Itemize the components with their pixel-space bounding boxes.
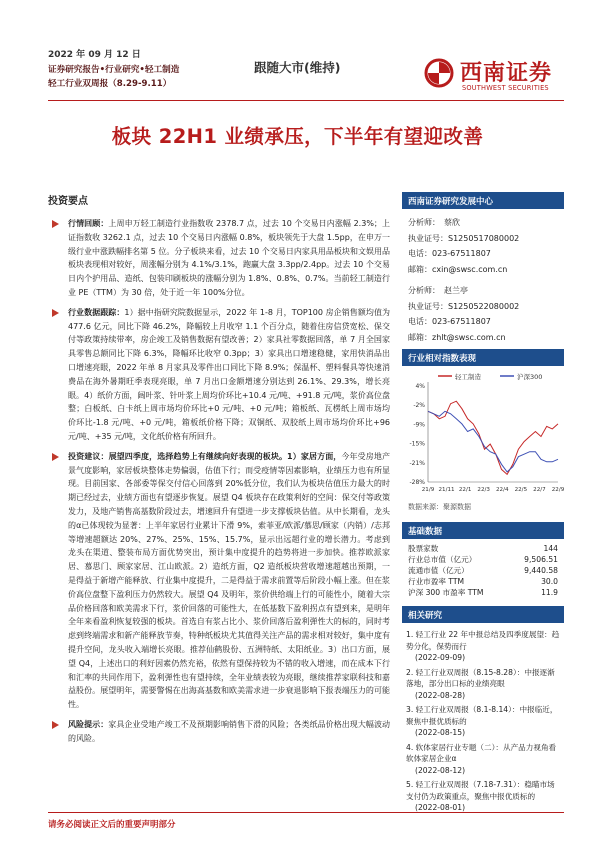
analyst-email-row — [408, 262, 558, 278]
basic-data-label: 沪深 300 市盈率 TTM — [408, 588, 484, 597]
analyst-email[interactable]: zhlt@swsc.com.cn — [432, 332, 506, 342]
bullet-triangle-icon — [52, 453, 59, 461]
basic-data-value: 11.9 — [541, 588, 558, 597]
y-tick-label: -15% — [409, 440, 425, 448]
basic-data-label: 行业总市值（亿元） — [408, 555, 477, 564]
related-date: (2022-09-09) — [415, 653, 466, 662]
related-title: 2. 轻工行业双周报（8.15-8.28）：中报逐渐落地，部分出口标的业绩亮眼 — [406, 667, 555, 688]
analyst-cert: S1250517080002 — [448, 233, 520, 243]
basic-data-table — [402, 539, 564, 598]
basic-data-row — [408, 565, 558, 576]
report-series: 轻工行业双周报（8.29-9.11） — [48, 79, 172, 89]
related-research-list — [402, 623, 564, 814]
cert-label: 执业证号： — [408, 233, 448, 243]
analyst-phone-row — [408, 314, 558, 330]
footer-divider — [48, 812, 564, 813]
chart-source: 数据来源：聚源数据 — [408, 503, 471, 511]
x-tick-label: 22/1 — [458, 487, 472, 493]
paragraph-text: 1）据中指研究院数据显示，2022 年 1-8 月，TOP100 房企销售额均值为 477.6 亿元，同比下降 46.2%，降幅较上月收窄 1.1 个百分点，随着住房信贷宽松、保交付等政策持续带率，房企竣工及销售数据有望改善；2）家具社零数据回落，单 7 月全国家具零售总额同比下降 6.3%，降幅环比收窄 0.3pp；3）家具出口增速稳健，家用快消品出口增速亮眼，2022 年单 8 月家具及零件出口同比下降 8.9%；保温杯、塑料餐具等快速消费品在海外暑期旺季表现亮眼，单 7 月出口金额增速分别达到 26.1%、29.3%，增长亮眼。4）纸价方面，阔叶浆、针叶浆上周均价环比+10.4 元/吨、+91.8 元/吨，浆价高位盘整；白板纸、白卡纸上周市场均价环比+0 元/吨、+0 元/吨；箱板纸、瓦楞纸上周市场均价环比-1.8 元/吨、+0 元/吨，箱板纸价格下降；双铜纸、双胶纸上周市场均价环比+96 元/吨、+35 元/吨，文化纸价格有所回升。 — [68, 307, 390, 441]
analyst-label: 分析师： — [408, 218, 440, 227]
paragraph-text: 上周申万轻工制造行业指数收 2378.7 点，过去 10 个交易日内涨幅 2.3%；上证指数收 3262.1 点，过去 10 个交易日内涨幅 0.8%，板块领先于大盘 1.5pp，在申万一级行业中涨跌幅排名第 5 位。分子板块来看，过去 10 个交易日内家具用品板块和文娱用品板块表现相对较好，周涨幅分别为 4.1%/3.1%，跑赢大盘 3.3pp/2.4pp。过去 10 个交易日内个护用品、造纸、包装印刷板块的涨幅分别为 1.8%、0.8%、0.7%。当前轻工制造行业 PE（TTM）为 30 倍，处于近一年 100%分位。 — [68, 219, 390, 297]
related-item[interactable] — [406, 779, 560, 814]
paragraph-text: 今年受房地产景气度影响，家居板块整体走势偏弱，估值下行；而受疫情等因素影响，业绩压力也有所显现。目前国家、各部委等保交付信心回落到 20%低分位，我们认为板块估值压力最大的时期已经过去，业绩方面也有望逐步恢复。展望 Q4 板块存在政策利好的空间：保交付等政策发力，及地产销售高基数阶段过去，增速回升有望进一步支撑板块估值。从中长期看，龙头的α已体现较为显著：上半年家居行业累计下滑 9%，索菲亚/欧派/慕思/顾家（内销）/志邦等增速超额达 20%、27%、25%、15%、15.7%，显示出远超行业的增长潜力。考虑到龙头在渠道、整装布局方面优势突出，预计集中度提升的趋势将进一步加快。推荐欧派家居、慕思门、顾家家居、江山欧派。2）造纸方面，Q2 造纸板块营收增速超越出预期，一是得益于新增产能释放、行业集中度提升，二是得益于需求前置等后阶段小幅上涨。但在浆价高位盘整下盈利压力仍然较大。展望 Q4 及明年，浆价供给端上行的可能性小，随着大宗品价格回落和欧美需求下行，浆价回落的可能性大，在低基数下盈利拐点有望到来，是明年全年来看盈利恢复较强的板块。首选自有浆占比小、浆价回落后盈利弹性大的标的，同时考虑到终端需求和新产能释放节奏，特种纸板块尤其值得关注产品的需求相对较好，集中度有提升空间，龙头收入端增长亮眼。推荐仙鹤股份、五洲特纸、太阳纸业。3）出口方面，展望 Q4，上述出口的利好因素仍然充裕，依然有望保持较为不错的收入增速，而在成本下行和汇率的共同作用下，盈利弹性也有望持续，全年业绩表较为亮眼，继续推荐家联科技和嘉益股份。展望明年，需要警惕在出海高基数和欧美需求进一步衰退影响下报表端压力的可能性。 — [68, 451, 390, 710]
paragraph-lead: 风险提示： — [68, 719, 109, 729]
sidebar — [402, 192, 564, 817]
rating: 跟随大市(维持) — [254, 60, 341, 75]
analyst-phone-row — [408, 246, 558, 262]
y-tick-label: -9% — [413, 421, 425, 429]
basic-data-label: 行业市盈率 TTM — [408, 577, 465, 586]
email-label: 邮箱： — [408, 332, 432, 342]
bullet-triangle-icon — [52, 721, 59, 729]
y-tick-label: -28% — [409, 479, 425, 486]
basic-data-row — [408, 543, 558, 554]
analyst-email[interactable]: cxin@swsc.com.cn — [432, 264, 508, 274]
analyst-phone: 023-67511807 — [432, 317, 491, 326]
paragraph-lead: 行业数据跟踪： — [68, 307, 125, 317]
x-tick-label: 22/4 — [496, 487, 509, 493]
report-date: 2022 年 09 月 12 日 — [48, 50, 141, 60]
report-title: 板块 22H1 业绩承压，下半年有望迎改善 — [111, 125, 484, 148]
phone-label: 电话： — [408, 249, 432, 258]
paragraph-text: 家具企业受地产竣工不及预期影响销售下滑的风险；各类纸品价格出现大幅波动的风险。 — [68, 719, 391, 743]
analyst-name: 蔡欣 — [444, 218, 460, 227]
legend-label: 轻工制造 — [455, 373, 481, 381]
related-title: 5. 轻工行业双周报（7.18-7.31）：稳瞄市场支付仍为政策重点，聚焦中报优质标的 — [406, 780, 555, 801]
logo-mark-icon — [424, 58, 454, 88]
analyst-name-row — [408, 215, 558, 231]
relative-index-chart — [402, 370, 564, 500]
team-heading: 西南证券研究发展中心 — [402, 192, 564, 209]
related-heading: 相关研究 — [402, 606, 564, 623]
x-tick-label: 22/3 — [477, 487, 490, 493]
basic-data-heading: 基础数据 — [402, 522, 564, 539]
basic-data-value: 9,506.51 — [524, 555, 558, 564]
paragraph-lead: 投资建议：展望四季度，选择趋势上有继续向好表现的板块。1）家居方面， — [68, 451, 342, 461]
analyst-name-row — [408, 283, 558, 299]
analyst-cert: S1250522080002 — [448, 301, 520, 311]
related-title: 3. 轻工行业双周报（8.1-8.14）：中报临近，聚焦中报优质标的 — [406, 705, 558, 726]
related-item[interactable] — [406, 629, 560, 664]
x-tick-label: 21/9 — [421, 487, 435, 493]
basic-data-row — [408, 587, 558, 598]
paragraph-risk — [48, 718, 390, 746]
x-tick-label: 22/7 — [533, 487, 546, 493]
chart-svg — [402, 370, 564, 500]
legend-label: 沪深300 — [517, 373, 543, 381]
paragraph-investment-advice — [48, 450, 390, 712]
paragraph-market-review — [48, 217, 390, 300]
y-tick-label: -2% — [413, 402, 425, 410]
x-tick-label: 22/9 — [551, 487, 564, 493]
related-item[interactable] — [406, 742, 560, 777]
header-divider — [48, 100, 564, 101]
related-date: (2022-08-15) — [415, 728, 466, 737]
basic-data-value: 9,440.58 — [524, 566, 558, 575]
report-category: 证券研究报告•行业研究•轻工制造 — [48, 64, 180, 75]
analyst-name: 赵兰亭 — [444, 286, 468, 295]
paragraph-lead: 行情回顾： — [68, 219, 109, 228]
analyst-phone: 023-67511807 — [432, 249, 491, 258]
related-item[interactable] — [406, 667, 560, 702]
related-title: 4. 软体家居行业专题（二）：从产品力视角看软体家居企业α — [406, 742, 557, 763]
company-logo — [424, 56, 564, 96]
footer-disclaimer: 请务必阅读正文后的重要声明部分 — [48, 820, 176, 830]
analyst-cert-row — [408, 299, 558, 315]
basic-data-value: 30.0 — [541, 577, 558, 586]
related-date: (2022-08-28) — [415, 690, 466, 700]
main-column — [48, 192, 390, 751]
logo-text: 西南证券 — [460, 60, 553, 86]
related-date: (2022-08-01) — [415, 803, 466, 812]
cert-label: 执业证号： — [408, 301, 448, 311]
series-line — [428, 411, 558, 472]
logo-english: SOUTHWEST SECURITIES — [462, 84, 549, 92]
related-item[interactable] — [406, 704, 560, 739]
related-title: 1. 轻工行业 22 年中报总结及四季度展望：趋势分化，保势而行 — [406, 630, 560, 651]
analyst-label: 分析师： — [408, 286, 440, 295]
bullet-triangle-icon — [52, 309, 59, 317]
analyst-cert-row — [408, 231, 558, 247]
basic-data-row — [408, 576, 558, 587]
basic-data-value: 144 — [543, 544, 558, 553]
section-heading: 投资要点 — [48, 196, 88, 207]
y-tick-label: -21% — [409, 459, 425, 467]
related-date: (2022-08-12) — [415, 765, 466, 775]
analyst-email-row — [408, 330, 558, 346]
x-tick-label: 22/5 — [514, 487, 528, 493]
bullet-triangle-icon — [52, 220, 59, 228]
phone-label: 电话： — [408, 317, 432, 326]
chart-heading: 行业相对指数表现 — [402, 349, 564, 366]
analyst-block — [402, 209, 564, 349]
basic-data-row — [408, 554, 558, 565]
basic-data-label: 股票家数 — [408, 544, 439, 553]
basic-data-label: 流通市值（亿元） — [408, 566, 469, 575]
y-tick-label: 4% — [415, 383, 425, 390]
paragraph-industry-data — [48, 306, 390, 444]
report-meta — [48, 48, 248, 92]
x-tick-label: 21/11 — [438, 487, 455, 493]
email-label: 邮箱： — [408, 264, 432, 274]
